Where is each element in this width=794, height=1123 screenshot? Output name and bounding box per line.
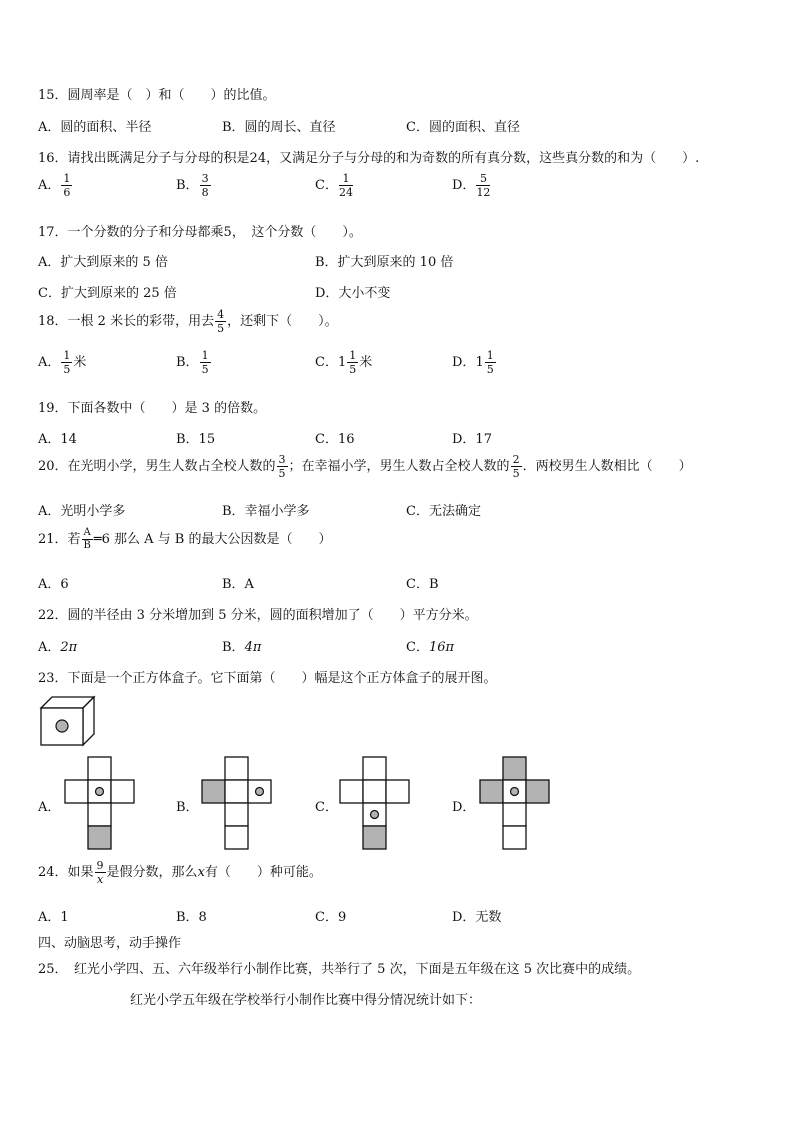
q19-option-b[interactable]: B．15 [176, 432, 216, 447]
q17-option-a[interactable]: A．扩大到原来的 5 倍 [38, 255, 168, 270]
option-label: C． [315, 178, 338, 193]
fraction: $\frac{1}{5}$ [201, 349, 209, 376]
q17-stem: 17．一个分数的分子和分母都乘5， 这个分数（ ）。 [38, 225, 362, 240]
q15-stem: 15．圆周率是（ ）和（ ）的比值。 [38, 88, 276, 103]
fraction: $\frac{5}{12}$ [476, 172, 491, 199]
fraction: $\frac{1}{5}$ [63, 349, 71, 376]
net-d[interactable] [479, 756, 551, 850]
fraction: $\frac{9}{x}$ [96, 859, 104, 886]
q20-option-a[interactable]: A．光明小学多 [38, 504, 126, 519]
option-label: D． [452, 178, 476, 193]
net-b[interactable] [201, 756, 273, 850]
fraction: $\frac{1}{5}$ [486, 349, 494, 376]
q16-option-d[interactable] [452, 173, 491, 198]
q19-option-d[interactable]: D．17 [452, 432, 492, 447]
fraction: $\frac{1}{6}$ [63, 172, 71, 199]
option-label: B． [176, 178, 199, 193]
fraction: $\frac{1}{5}$ [349, 349, 357, 376]
q16-option-c[interactable] [315, 173, 354, 198]
q23-stem: 23．下面是一个正方体盒子。它下面第（ ）幅是这个正方体盒子的展开图。 [38, 671, 497, 686]
fraction: $\frac{4}{5}$ [217, 308, 225, 335]
q17-option-d[interactable]: D．大小不变 [315, 286, 391, 301]
q18-option-a[interactable]: A． $\frac{1}{5}$ 米 [38, 349, 87, 376]
q23-option-c[interactable]: C． [315, 800, 338, 815]
net-a[interactable] [64, 756, 136, 850]
section-heading: 四、动脑思考，动手操作 [38, 936, 182, 951]
fraction: $\frac{A}{B}$ [83, 527, 91, 551]
q23-option-a[interactable]: A． [38, 800, 61, 815]
option-label: A． [38, 178, 61, 193]
q22-option-a[interactable]: A．2π [38, 640, 78, 655]
q23-option-d[interactable]: D． [452, 800, 476, 815]
q16-option-a[interactable] [38, 173, 73, 198]
q21-option-c[interactable]: C．B [406, 577, 439, 592]
fraction: $\frac{1}{24}$ [338, 172, 353, 199]
q24-option-d[interactable]: D．无数 [452, 910, 502, 925]
net-c[interactable] [339, 756, 411, 850]
q16-option-b[interactable] [176, 173, 212, 198]
cube-figure [38, 694, 98, 750]
q18-option-b[interactable]: B． $\frac{1}{5}$ [176, 349, 209, 376]
q19-option-a[interactable]: A．14 [38, 432, 77, 447]
q24-option-c[interactable]: C．9 [315, 910, 347, 925]
q23-option-b[interactable]: B． [176, 800, 199, 815]
q19-option-c[interactable]: C．16 [315, 432, 355, 447]
q15-option-c[interactable]: C．圆的面积、直径 [406, 120, 520, 135]
q20-stem: 20．在光明小学，男生人数占全校人数的 $\frac{3}{5}$ ；在幸福小学，男生人数占全校人数的 $\frac{2}{5}$ ．两校男生人数相比（ ） [38, 453, 692, 480]
q17-option-b[interactable]: B．扩大到原来的 10 倍 [315, 255, 454, 270]
q15-option-b[interactable]: B．圆的周长、直径 [222, 120, 336, 135]
fraction: $\frac{3}{8}$ [201, 172, 209, 199]
q21-stem: 21．若 $\frac{A}{B}$ ═6 那么 A 与 B 的最大公因数是（ ） [38, 527, 332, 551]
q18-stem: 18．一根 2 米长的彩带，用去 $\frac{4}{5}$ ，还剩下（ ）。 [38, 308, 338, 335]
q16-stem: 16．请找出既满足分子与分母的积是24，又满足分子与分母的和为奇数的所有真分数，这些真分数的和为（ ）. [38, 151, 700, 166]
q18-option-d[interactable]: D．1 $\frac{1}{5}$ [452, 349, 494, 376]
fraction: $\frac{3}{5}$ [278, 453, 286, 480]
q18-option-c[interactable]: C．1 $\frac{1}{5}$ 米 [315, 349, 373, 376]
q24-stem: 24．如果 $\frac{9}{x}$ 是假分数，那么x有（ ）种可能。 [38, 859, 322, 886]
q21-option-b[interactable]: B．A [222, 577, 254, 592]
q25-stem: 25． 红光小学四、五、六年级举行小制作比赛，共举行了 5 次，下面是五年级在这 5 次比赛中的成绩。 [38, 962, 641, 977]
q22-stem: 22．圆的半径由 3 分米增加到 5 分米，圆的面积增加了（ ）平方分米。 [38, 608, 478, 623]
q19-stem: 19．下面各数中（ ）是 3 的倍数。 [38, 401, 267, 416]
q17-option-c[interactable]: C．扩大到原来的 25 倍 [38, 286, 177, 301]
q20-option-b[interactable]: B．幸福小学多 [222, 504, 310, 519]
q24-option-b[interactable]: B．8 [176, 910, 207, 925]
q22-option-b[interactable]: B．4π [222, 640, 262, 655]
q20-option-c[interactable]: C．无法确定 [406, 504, 481, 519]
fraction: $\frac{2}{5}$ [512, 453, 520, 480]
q24-option-a[interactable]: A．1 [38, 910, 69, 925]
q21-option-a[interactable]: A．6 [38, 577, 69, 592]
q25-subtitle: 红光小学五年级在学校举行小制作比赛中得分情况统计如下： [130, 993, 482, 1008]
q15-option-a[interactable]: A．圆的面积、半径 [38, 120, 152, 135]
q22-option-c[interactable]: C．16π [406, 640, 455, 655]
